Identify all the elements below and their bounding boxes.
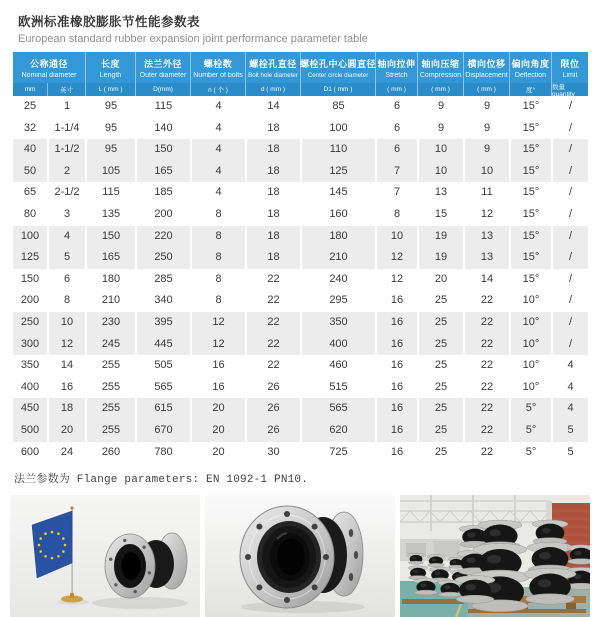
- table-cell: 14: [245, 96, 300, 118]
- table-cell: 300: [20, 337, 40, 350]
- table-cell: 22: [463, 290, 509, 312]
- column-header-cn: 螺栓孔中心圆直径: [300, 59, 377, 69]
- table-cell: /: [551, 247, 588, 269]
- flange-parameters-note: 法兰参数为 Flange parameters: EN 1092-1 PN10.: [14, 474, 309, 487]
- table-cell: /: [551, 161, 588, 183]
- table-cell: 1-1/2: [47, 139, 85, 161]
- table-row: [13, 96, 588, 118]
- column-header-units: [136, 83, 190, 96]
- table-cell: 180: [300, 226, 375, 248]
- table-cell: 9: [417, 118, 463, 140]
- table-cell: 13: [417, 182, 463, 204]
- table-cell: 16: [375, 377, 417, 399]
- table-cell: 15°: [509, 139, 551, 161]
- table-cell: 285: [135, 269, 190, 291]
- table-cell: 25: [417, 377, 463, 399]
- table-cell: 18: [245, 161, 300, 183]
- table-row: [13, 355, 588, 377]
- table-cell: 95: [85, 118, 135, 140]
- table-cell: 20: [417, 269, 463, 291]
- table-cell: 255: [85, 420, 135, 442]
- column-header-units: [86, 83, 135, 96]
- table-cell: 32: [23, 121, 37, 134]
- table-cell: 9: [463, 96, 509, 118]
- table-cell: /: [551, 204, 588, 226]
- table-cell: 7: [375, 161, 417, 183]
- table-cell: 255: [85, 398, 135, 420]
- table-row: [13, 161, 588, 183]
- table-cell: 8: [190, 269, 245, 291]
- column-header-units: [376, 83, 417, 96]
- table-cell: 400: [20, 380, 40, 393]
- column-header-units: [418, 83, 463, 96]
- table-cell: 8: [190, 204, 245, 226]
- table-cell: 260: [85, 442, 135, 464]
- table-cell: 395: [135, 312, 190, 334]
- table-cell: 255: [85, 377, 135, 399]
- photo-warehouse-stock: [400, 495, 590, 617]
- table-cell: 13: [463, 226, 509, 248]
- table-cell: 5°: [509, 442, 551, 464]
- column-header-en: Limit: [562, 72, 578, 79]
- joint-bore: [277, 539, 305, 575]
- table-cell: /: [551, 269, 588, 291]
- table-cell: 15°: [509, 204, 551, 226]
- table-row: [13, 139, 588, 161]
- table-cell: 25: [417, 312, 463, 334]
- table-cell: 16: [375, 420, 417, 442]
- table-cell: 5°: [509, 398, 551, 420]
- column-header-en: Length: [99, 72, 122, 79]
- table-cell: 18: [245, 226, 300, 248]
- table-cell: 8: [47, 290, 85, 312]
- column-header-units: [246, 83, 300, 96]
- table-cell: 5: [551, 420, 588, 442]
- table-cell: 1: [47, 96, 85, 118]
- table-cell: 15°: [509, 161, 551, 183]
- table-cell: 140: [135, 118, 190, 140]
- table-cell: 25: [417, 398, 463, 420]
- table-cell: 22: [463, 442, 509, 464]
- column-header-units: [464, 83, 509, 96]
- table-cell: 11: [463, 182, 509, 204]
- column-header-en: Deflection: [514, 72, 547, 79]
- table-cell: 725: [300, 442, 375, 464]
- table-cell: 210: [85, 290, 135, 312]
- table-cell: 230: [85, 312, 135, 334]
- table-cell: 14: [47, 355, 85, 377]
- table-cell: 250: [20, 315, 40, 328]
- table-cell: 255: [85, 355, 135, 377]
- table-cell: 4: [47, 226, 85, 248]
- table-cell: 180: [85, 269, 135, 291]
- table-cell: 10°: [509, 312, 551, 334]
- table-cell: 340: [135, 290, 190, 312]
- table-cell: 145: [300, 182, 375, 204]
- table-cell: /: [551, 118, 588, 140]
- table-cell: 125: [20, 251, 40, 264]
- column-subheader: ( mm ): [431, 86, 450, 93]
- table-row: [13, 290, 588, 312]
- column-header-en: Center circle diameter: [307, 72, 369, 79]
- table-cell: 6: [375, 96, 417, 118]
- column-header-length: [85, 52, 135, 96]
- table-cell: 8: [375, 204, 417, 226]
- table-cell: 125: [300, 161, 375, 183]
- table-cell: 4: [190, 182, 245, 204]
- column-header-limit: [551, 52, 588, 96]
- table-cell: 22: [245, 290, 300, 312]
- table-cell: 565: [300, 398, 375, 420]
- column-subheader: ( mm ): [477, 86, 496, 93]
- table-cell: 16: [375, 355, 417, 377]
- table-cell: 12: [375, 247, 417, 269]
- table-cell: 80: [23, 207, 37, 220]
- table-cell: 16: [190, 377, 245, 399]
- table-cell: 16: [190, 355, 245, 377]
- table-cell: 25: [417, 420, 463, 442]
- column-header-cn: 横向位移: [467, 59, 506, 69]
- table-cell: 16: [375, 442, 417, 464]
- table-cell: /: [551, 139, 588, 161]
- table-cell: 10: [463, 161, 509, 183]
- table-row: [13, 442, 588, 464]
- table-cell: 4: [551, 398, 588, 420]
- table-cell: 670: [135, 420, 190, 442]
- table-cell: 19: [417, 247, 463, 269]
- column-header-en: Number of bolts: [193, 72, 243, 79]
- table-cell: 160: [300, 204, 375, 226]
- column-subheader: 度°: [525, 87, 536, 94]
- table-cell: 12: [190, 312, 245, 334]
- column-header-cn: 轴向拉伸: [377, 59, 416, 69]
- table-cell: 2-1/2: [47, 182, 85, 204]
- table-cell: /: [551, 334, 588, 356]
- column-header-cn: 偏向角度: [511, 59, 550, 69]
- table-cell: 9: [463, 139, 509, 161]
- column-header-outer-diameter: [135, 52, 190, 96]
- column-header-compression: [417, 52, 463, 96]
- column-header-en: Bolt hole diameter: [248, 72, 298, 79]
- table-cell: 110: [300, 139, 375, 161]
- table-cell: 19: [417, 226, 463, 248]
- table-cell: 185: [135, 182, 190, 204]
- column-header-cn: 长度: [100, 59, 120, 69]
- column-header-en: Outer diameter: [139, 72, 187, 79]
- table-cell: 26: [245, 398, 300, 420]
- column-header-units: [191, 83, 245, 96]
- column-header-bolt-hole-diameter: [245, 52, 300, 96]
- table-cell: 5: [47, 247, 85, 269]
- table-cell: 22: [245, 312, 300, 334]
- table-cell: 13: [463, 247, 509, 269]
- table-cell: 12: [463, 204, 509, 226]
- photo-eu-flag-and-joint: [10, 495, 200, 617]
- table-body: [13, 96, 588, 463]
- column-header-nominal-diameter: [13, 52, 85, 96]
- table-cell: 20: [190, 420, 245, 442]
- column-subheader: ( mm ): [387, 86, 406, 93]
- column-header-en: Nominal diameter: [21, 72, 77, 79]
- column-header-cn: 轴向压缩: [421, 59, 460, 69]
- column-header-units: [301, 83, 375, 96]
- table-cell: 26: [245, 420, 300, 442]
- table-cell: 6: [375, 139, 417, 161]
- column-subheader: 数量 quantity: [552, 83, 575, 98]
- table-cell: 22: [463, 398, 509, 420]
- table-cell: 10: [417, 139, 463, 161]
- table-cell: 10°: [509, 334, 551, 356]
- column-header-stretch: [375, 52, 417, 96]
- table-cell: 450: [20, 402, 40, 415]
- table-cell: 18: [245, 139, 300, 161]
- column-header-number-of-bolts: [190, 52, 245, 96]
- table-cell: 16: [375, 334, 417, 356]
- table-cell: 10°: [509, 290, 551, 312]
- table-cell: 115: [85, 182, 135, 204]
- table-cell: 24: [47, 442, 85, 464]
- table-cell: 14: [463, 269, 509, 291]
- table-cell: /: [551, 226, 588, 248]
- product-photos: [10, 495, 600, 617]
- table-cell: 25: [417, 355, 463, 377]
- column-header-en: Displacement: [465, 72, 508, 79]
- table-cell: 22: [245, 334, 300, 356]
- table-cell: 15°: [509, 96, 551, 118]
- column-header-en: Stretch: [385, 72, 408, 79]
- table-cell: 600: [20, 445, 40, 458]
- table-cell: 25: [417, 290, 463, 312]
- page-title-chinese: 欧洲标准橡胶膨胀节性能参数表: [18, 15, 201, 29]
- column-subheader: d ( mm ): [260, 86, 286, 93]
- photo-expansion-joint-closeup: [205, 495, 395, 617]
- table-cell: 2: [47, 161, 85, 183]
- table-cell: 4: [190, 96, 245, 118]
- table-cell: 5°: [509, 420, 551, 442]
- table-cell: 8: [190, 226, 245, 248]
- table-cell: 515: [300, 377, 375, 399]
- table-cell: 220: [135, 226, 190, 248]
- table-cell: 5: [551, 442, 588, 464]
- table-cell: 10°: [509, 377, 551, 399]
- table-cell: 115: [135, 96, 190, 118]
- column-header-cn: 限位: [560, 59, 580, 69]
- table-cell: 30: [245, 442, 300, 464]
- table-cell: 25: [23, 100, 37, 112]
- table-cell: 4: [551, 355, 588, 377]
- table-cell: 10: [47, 312, 85, 334]
- table-cell: 22: [245, 269, 300, 291]
- table-cell: 9: [417, 96, 463, 118]
- table-cell: 15°: [509, 226, 551, 248]
- table-cell: 65: [23, 186, 37, 199]
- table-cell: 8: [190, 290, 245, 312]
- table-cell: 15°: [509, 182, 551, 204]
- table-cell: 15°: [509, 247, 551, 269]
- table-cell: 165: [85, 247, 135, 269]
- table-cell: 4: [190, 161, 245, 183]
- performance-parameter-table: [13, 52, 588, 463]
- table-row: [13, 377, 588, 399]
- table-cell: 350: [20, 359, 40, 372]
- table-header: [13, 52, 588, 96]
- table-cell: 780: [135, 442, 190, 464]
- table-cell: 620: [300, 420, 375, 442]
- column-header-cn: 法兰外径: [143, 59, 182, 69]
- table-cell: 18: [47, 398, 85, 420]
- table-cell: 615: [135, 398, 190, 420]
- table-cell: /: [551, 96, 588, 118]
- table-cell: 150: [20, 272, 40, 285]
- table-cell: 95: [85, 96, 135, 118]
- table-cell: 12: [47, 334, 85, 356]
- table-cell: 15: [417, 204, 463, 226]
- page-header: [0, 0, 600, 45]
- table-cell: 6: [375, 118, 417, 140]
- table-cell: 100: [300, 118, 375, 140]
- table-cell: 22: [463, 377, 509, 399]
- column-subheader: D(mm): [153, 86, 173, 93]
- table-cell: 20: [190, 398, 245, 420]
- table-cell: 445: [135, 334, 190, 356]
- table-cell: 245: [85, 334, 135, 356]
- table-cell: 200: [20, 294, 40, 307]
- table-cell: 295: [300, 290, 375, 312]
- table-cell: 250: [135, 247, 190, 269]
- table-cell: 6: [47, 269, 85, 291]
- table-cell: 165: [135, 161, 190, 183]
- table-cell: 18: [245, 182, 300, 204]
- column-header-cn: 螺栓数: [203, 59, 233, 69]
- table-cell: 200: [135, 204, 190, 226]
- column-subheader: n ( 个 ): [208, 87, 228, 94]
- table-cell: 8: [190, 247, 245, 269]
- table-row: [13, 226, 588, 248]
- table-row: [13, 118, 588, 140]
- table-row: [13, 334, 588, 356]
- column-header-deflection: [509, 52, 551, 96]
- column-header-units: [510, 83, 551, 96]
- table-cell: 22: [463, 355, 509, 377]
- table-row: [13, 269, 588, 291]
- table-cell: 10: [417, 161, 463, 183]
- table-cell: 40: [23, 143, 37, 156]
- table-cell: 15°: [509, 118, 551, 140]
- table-cell: 50: [23, 164, 37, 177]
- table-cell: 20: [47, 420, 85, 442]
- table-cell: 10: [375, 226, 417, 248]
- table-cell: /: [551, 312, 588, 334]
- table-row: [13, 204, 588, 226]
- table-cell: 1-1/4: [47, 118, 85, 140]
- table-cell: 20: [190, 442, 245, 464]
- column-header-cn: 螺栓孔直径: [249, 59, 297, 69]
- table-row: [13, 247, 588, 269]
- table-cell: /: [551, 290, 588, 312]
- table-cell: 12: [190, 334, 245, 356]
- table-cell: 16: [375, 290, 417, 312]
- table-row: [13, 420, 588, 442]
- table-cell: 400: [300, 334, 375, 356]
- table-cell: 22: [463, 334, 509, 356]
- table-cell: 10°: [509, 355, 551, 377]
- table-cell: 4: [190, 139, 245, 161]
- table-cell: 240: [300, 269, 375, 291]
- table-row: [13, 398, 588, 420]
- table-row: [13, 182, 588, 204]
- table-cell: 16: [375, 398, 417, 420]
- table-cell: 12: [375, 269, 417, 291]
- table-cell: 105: [85, 161, 135, 183]
- table-cell: /: [551, 182, 588, 204]
- table-cell: 460: [300, 355, 375, 377]
- column-subheader: mm: [24, 86, 36, 93]
- table-cell: 18: [245, 118, 300, 140]
- table-cell: 210: [300, 247, 375, 269]
- column-header-units: [13, 83, 85, 96]
- column-subheader: 英寸: [47, 83, 85, 96]
- table-cell: 350: [300, 312, 375, 334]
- column-subheader: D1 ( mm ): [323, 86, 353, 93]
- table-cell: 7: [375, 182, 417, 204]
- table-cell: 505: [135, 355, 190, 377]
- table-cell: 22: [463, 420, 509, 442]
- table-cell: 3: [47, 204, 85, 226]
- wooden-pallet: [402, 599, 464, 604]
- table-cell: 4: [190, 118, 245, 140]
- table-cell: 150: [85, 226, 135, 248]
- table-cell: 16: [375, 312, 417, 334]
- table-cell: 85: [300, 96, 375, 118]
- column-header-units: [552, 83, 588, 96]
- table-cell: 4: [551, 377, 588, 399]
- column-header-en: Compression: [419, 72, 462, 79]
- table-cell: 135: [85, 204, 135, 226]
- table-cell: 26: [245, 377, 300, 399]
- column-header-displacement: [463, 52, 509, 96]
- column-header-center-circle-diameter: [300, 52, 375, 96]
- table-cell: 15°: [509, 269, 551, 291]
- table-cell: 18: [245, 247, 300, 269]
- table-cell: 150: [135, 139, 190, 161]
- table-cell: 25: [417, 334, 463, 356]
- table-cell: 9: [463, 118, 509, 140]
- table-cell: 16: [47, 377, 85, 399]
- table-cell: 100: [20, 229, 40, 242]
- table-cell: 95: [85, 139, 135, 161]
- table-cell: 500: [20, 423, 40, 436]
- table-cell: 22: [463, 312, 509, 334]
- table-cell: 22: [245, 355, 300, 377]
- table-row: [13, 312, 588, 334]
- table-cell: 25: [417, 442, 463, 464]
- page-title-english: European standard rubber expansion joint performance parameter table: [18, 33, 368, 45]
- table-cell: 565: [135, 377, 190, 399]
- table-cell: 18: [245, 204, 300, 226]
- column-subheader: L ( mm ): [98, 86, 123, 93]
- column-header-cn: 公称通径: [29, 59, 68, 69]
